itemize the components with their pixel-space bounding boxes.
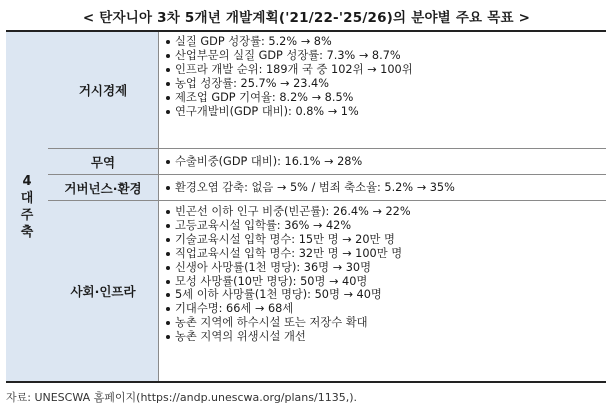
list-item: 고등교육시설 입학률: 36% → 42%	[158, 219, 606, 233]
list-item: 농촌 지역에 하수시설 또는 저장수 확대	[158, 316, 606, 330]
category-cell: 거버넌스·환경	[48, 175, 159, 200]
list-item: 연구개발비(GDP 대비): 0.8% → 1%	[158, 105, 606, 119]
list-item: 제조업 GDP 기여율: 8.2% → 8.5%	[158, 91, 606, 105]
items-cell	[158, 149, 606, 174]
list-item: 5세 이하 사망률(1천 명당): 50명 → 40명	[158, 288, 606, 302]
table-row-trade	[48, 149, 606, 175]
pillar-char: 대	[20, 190, 34, 206]
category-cell: 거시경제	[48, 32, 159, 148]
items-cell	[158, 32, 606, 148]
pillar-char: 주	[20, 207, 34, 223]
list-item: 모성 사망률(10만 명당): 50명 → 40명	[158, 275, 606, 289]
table-row-governance-environment	[48, 175, 606, 201]
list-item: 기대수명: 66세 → 68세	[158, 302, 606, 316]
list-item: 기술교육시설 입학 명수: 15만 명 → 20만 명	[158, 233, 606, 247]
list-item: 농촌 지역의 위생시설 개선	[158, 330, 606, 344]
pillar-char: 4	[22, 173, 32, 189]
source-note: 자료: UNESCWA 홈페이지(https://andp.unescwa.org/plans/1135,).	[6, 391, 357, 404]
table-row-society-infrastructure	[48, 201, 606, 381]
list-item: 인프라 개발 순위: 189개 국 중 102위 → 100위	[158, 63, 606, 77]
list-item: 농업 성장률: 25.7% → 23.4%	[158, 77, 606, 91]
list-item: 직업교육시설 입학 명수: 32만 명 → 100만 명	[158, 247, 606, 261]
list-item: 환경오염 감축: 없음 → 5% / 범죄 축소율: 5.2% → 35%	[158, 181, 606, 195]
pillar-char: 축	[20, 224, 34, 240]
category-cell: 무역	[48, 149, 159, 174]
list-item: 빈곤선 이하 인구 비중(빈곤률): 26.4% → 22%	[158, 205, 606, 219]
category-cell: 사회·인프라	[48, 201, 159, 381]
items-cell	[158, 201, 606, 381]
page-title: < 탄자니아 3차 5개년 개발계획('21/22-'25/26)의 분야별 주요 목표 >	[82, 10, 531, 26]
pillar-label-cell	[6, 32, 49, 381]
list-item: 실질 GDP 성장률: 5.2% → 8%	[158, 35, 606, 49]
items-cell	[158, 175, 606, 200]
list-item: 신생아 사망률(1천 명당): 36명 → 30명	[158, 261, 606, 275]
goals-table	[6, 30, 606, 383]
list-item: 산업부문의 실질 GDP 성장률: 7.3% → 8.7%	[158, 49, 606, 63]
list-item: 수출비중(GDP 대비): 16.1% → 28%	[158, 155, 606, 169]
table-row-macroeconomy	[48, 32, 606, 149]
